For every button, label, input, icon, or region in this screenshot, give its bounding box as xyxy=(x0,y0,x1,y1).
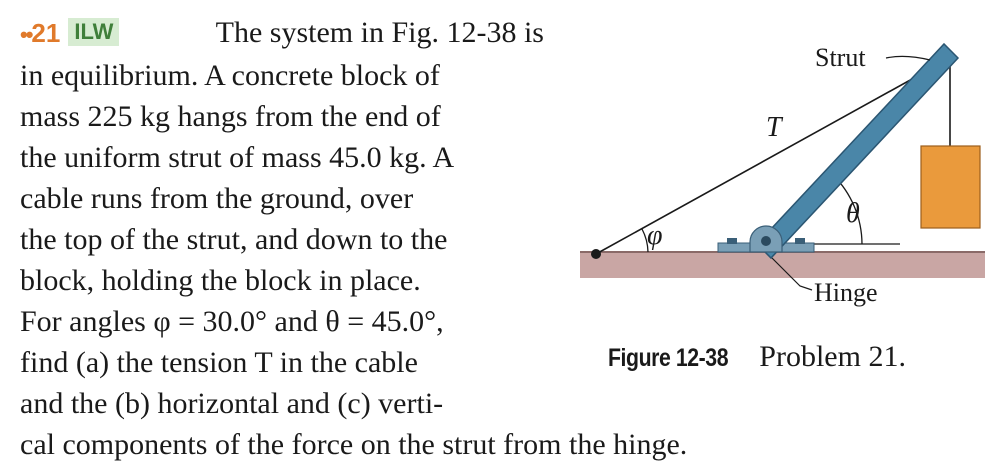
problem-line-9: find (a) the tension T in the cable xyxy=(20,346,418,379)
cable-anchor-point xyxy=(591,249,601,259)
problem-line-7: block, holding the block in place. xyxy=(20,264,421,297)
bolt-right xyxy=(795,238,805,244)
hinge-label: Hinge xyxy=(814,278,878,307)
problem-line-5: cable runs from the ground, over xyxy=(20,182,414,215)
figure-caption-label: Figure 12-38 xyxy=(608,344,729,372)
problem-line-6: the top of the strut, and down to the xyxy=(20,223,448,256)
problem-line-1 xyxy=(20,12,544,55)
ilw-badge: ILW xyxy=(68,18,119,46)
figure-12-38 xyxy=(575,28,1000,348)
problem-line-8: For angles φ = 30.0° and θ = 45.0°, xyxy=(20,305,444,338)
strut-leader-line xyxy=(886,56,930,60)
problem-line-text: The system in Fig. 12-38 is xyxy=(215,16,544,49)
problem-line-2: in equilibrium. A concrete block of xyxy=(20,59,440,92)
tension-label: T xyxy=(766,112,782,143)
bolt-left xyxy=(727,238,737,244)
ground xyxy=(580,252,985,278)
difficulty-dots: •• xyxy=(20,22,32,47)
problem-line-3: mass 225 kg hangs from the end of xyxy=(20,100,441,133)
theta-label: θ xyxy=(846,198,860,229)
problem-line-4: the uniform strut of mass 45.0 kg. A xyxy=(20,141,455,174)
figure-caption xyxy=(608,340,906,374)
problem-line-11: cal components of the force on the strut from the hinge. xyxy=(20,428,688,461)
strut-label: Strut xyxy=(815,43,866,72)
phi-label: φ xyxy=(647,220,663,251)
hinge-pin xyxy=(761,236,771,246)
concrete-block xyxy=(921,146,980,228)
problem-number: 21 xyxy=(31,18,61,48)
figure-caption-text: Problem 21. xyxy=(759,340,906,373)
problem-line-10: and the (b) horizontal and (c) verti- xyxy=(20,387,444,420)
